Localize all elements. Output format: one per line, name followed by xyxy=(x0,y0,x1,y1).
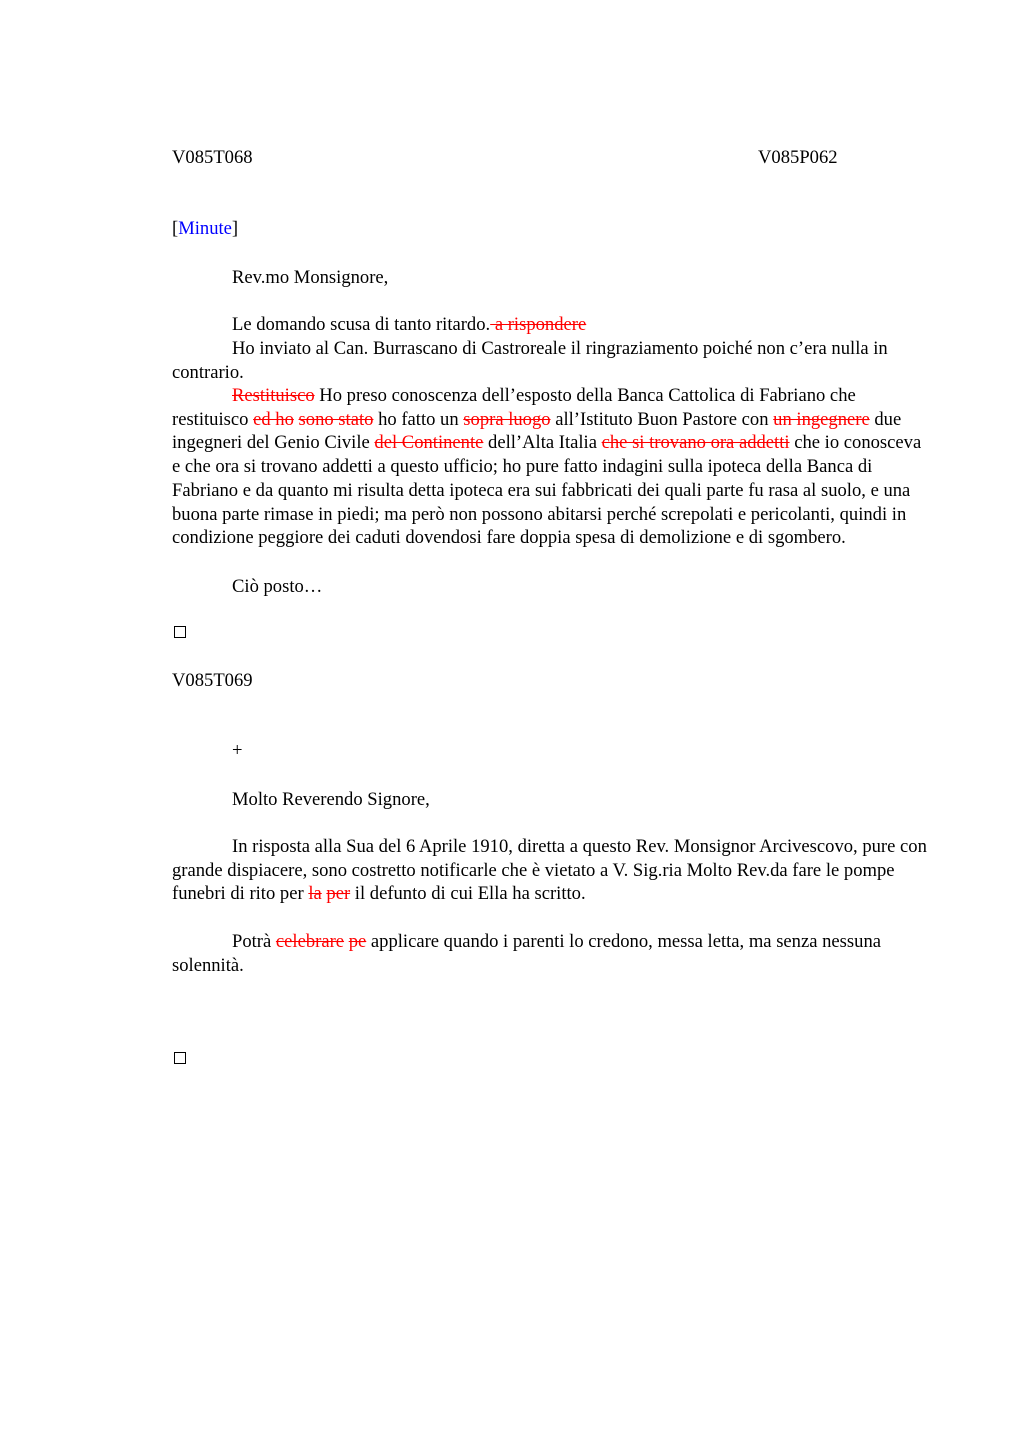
checkbox-square-icon xyxy=(174,626,186,638)
salutation: Rev.mo Monsignore, xyxy=(232,267,389,288)
paragraph-report: Restituisco Ho preso conoscenza dell’esposto della Banca Cattolica di Fabriano che restituisco ed ho sono stato ho fatto un sopra luogo all’Istituto Buon Pastore con un ingegnere due ingegneri del Genio Civile del Continente dell’Alta Italia che si trovano ora addetti che io conosceva e che ora si trovano addetti a questo ufficio; ho pure fatto indagini sulla ipoteca della Banca di Fabriano e da quanto mi risulta detta ipoteca era sui fabbricati dei quali parte fu rasa al suolo, e una buona parte rimase in piedi; ma però non possono abitarsi perché screpolati e pericolanti, quindi in condizione peggiore dei caduti dovendosi fare doppia spesa di demolizione e di sgombero. xyxy=(172,385,922,549)
deleted-text: sono stato xyxy=(298,408,374,430)
minute-tag xyxy=(172,217,238,241)
paragraph-closing: Ciò posto… xyxy=(232,576,323,597)
paragraph-mass: Potrà celebrare pe applicare quando i parenti lo credono, messa letta, ma senza nessuna solennità. xyxy=(172,931,882,976)
deleted-text: per xyxy=(326,883,351,905)
paragraph-thanks: Ho inviato al Can. Burrascano di Castroreale il ringraziamento poiché non c’era nulla in contrario. xyxy=(172,338,888,383)
bracket-close: ] xyxy=(231,218,239,239)
deleted-text: pe xyxy=(348,931,367,952)
paragraph-response: In risposta alla Sua del 6 Aprile 1910, diretta a questo Rev. Monsignor Arcivescovo, pure con grande dispiacere, sono costretto notificarle che è vietato a V. Sig.ria Molto Rev.da fare le pompe funebri di rito per la per il defunto di cui Ella ha scritto. xyxy=(172,836,927,905)
doc-id-left-2: V085T069 xyxy=(172,670,253,691)
deleted-text: sopra luogo xyxy=(463,408,551,430)
deleted-text: celebrare xyxy=(275,931,345,952)
minute-label: Minute xyxy=(178,218,232,239)
deleted-text: un ingegnere xyxy=(773,408,870,430)
deleted-text: che si trovano ora addetti xyxy=(601,432,790,454)
checkbox-square-icon-2 xyxy=(174,1052,186,1064)
paragraph-apology: Le domando scusa di tanto ritardo. a rispondere xyxy=(232,314,587,335)
bracket-open: [ xyxy=(172,218,179,239)
deleted-text: a rispondere xyxy=(490,314,587,335)
deleted-text: la xyxy=(308,883,322,905)
deleted-text: del Continente xyxy=(374,432,484,454)
cross-symbol: + xyxy=(232,740,243,761)
deleted-text: ed ho xyxy=(253,408,294,430)
salutation-2: Molto Reverendo Signore, xyxy=(232,789,430,810)
doc-id-right: V085P062 xyxy=(758,147,838,168)
deleted-text: Restituisco xyxy=(232,385,315,406)
doc-id-left: V085T068 xyxy=(172,147,253,168)
